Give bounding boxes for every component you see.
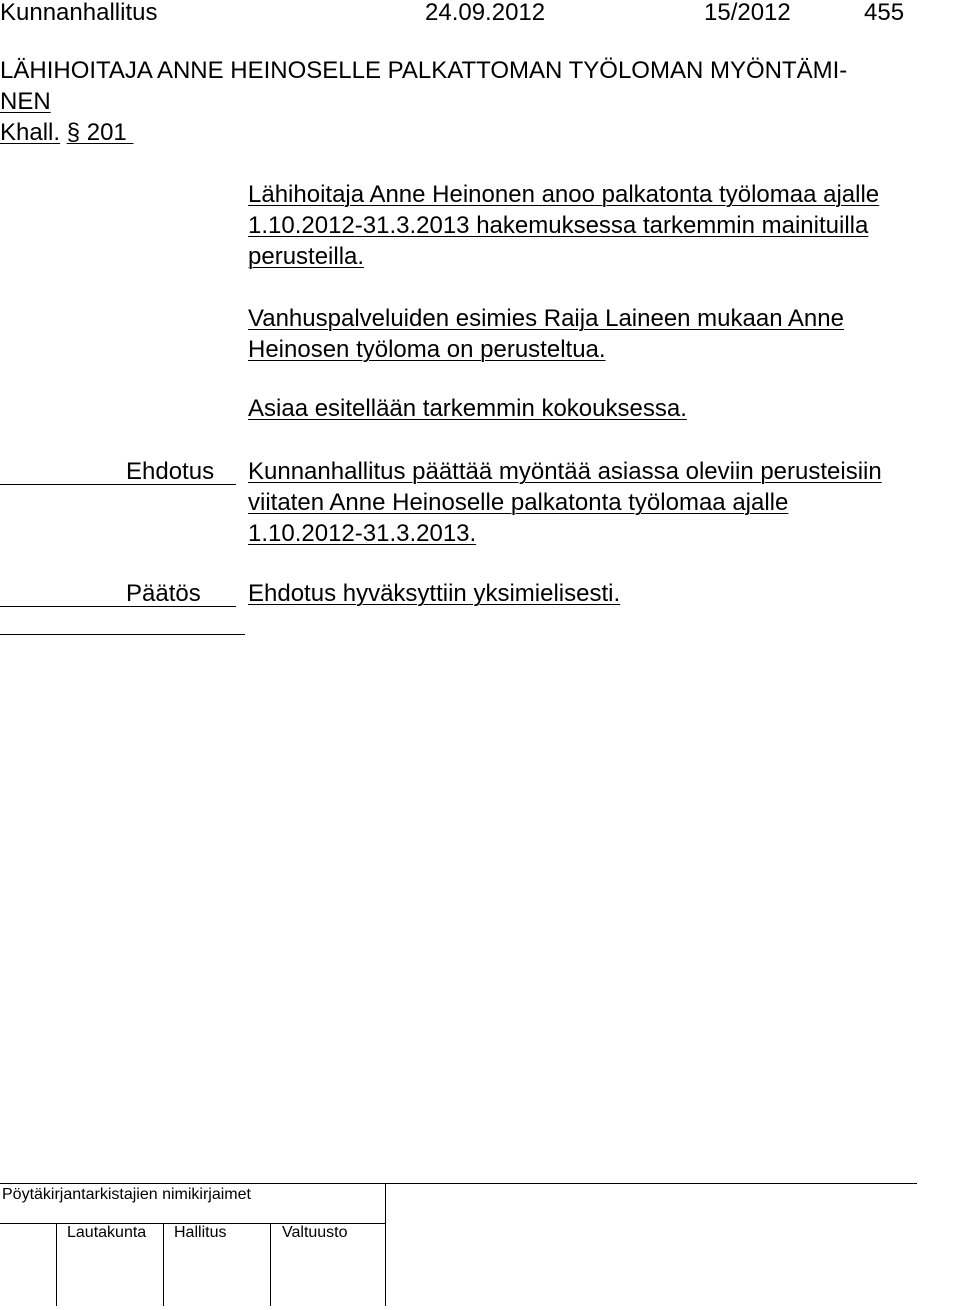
footer-column-divider-3 bbox=[270, 1223, 271, 1306]
footer-signatures-label: Pöytäkirjantarkistajien nimikirjaimet bbox=[2, 1186, 251, 1203]
para1-line-3: perusteilla. bbox=[248, 243, 365, 270]
decision-end-rule bbox=[0, 634, 245, 635]
para1-line-2: 1.10.2012-31.3.2013 hakemuksessa tarkemmin mainituilla bbox=[248, 212, 869, 239]
item-reference-prefix: Khall. bbox=[0, 119, 61, 146]
item-reference bbox=[0, 118, 133, 148]
footer-signature-divider bbox=[385, 1183, 386, 1223]
footer-column-divider-2 bbox=[163, 1223, 164, 1306]
decision-text: Ehdotus hyväksyttiin yksimielisesti. bbox=[248, 580, 621, 607]
footer-column-divider-4 bbox=[385, 1223, 386, 1306]
header-date: 24.09.2012 bbox=[425, 0, 546, 26]
proposal-label-rule bbox=[0, 484, 236, 485]
header-page-number: 455 bbox=[864, 0, 905, 26]
item-title-line-2: NEN bbox=[0, 88, 51, 115]
para2-line-2: Heinosen työloma on perusteltua. bbox=[248, 336, 606, 363]
footer-top-rule bbox=[0, 1183, 917, 1184]
header-meeting-number: 15/2012 bbox=[704, 0, 791, 26]
para3: Asiaa esitellään tarkemmin kokouksessa. bbox=[248, 395, 687, 422]
proposal-label: Ehdotus bbox=[126, 458, 215, 485]
para2-line-1: Vanhuspalveluiden esimies Raija Laineen mukaan Anne bbox=[248, 305, 844, 332]
decision-label-rule bbox=[0, 606, 236, 607]
decision-label: Päätös bbox=[126, 580, 201, 607]
footer-column-hallitus: Hallitus bbox=[174, 1224, 227, 1241]
proposal-line-3: 1.10.2012-31.3.2013. bbox=[248, 520, 477, 547]
header-body-name: Kunnanhallitus bbox=[0, 0, 158, 26]
item-reference-section: § 201 bbox=[66, 119, 127, 146]
footer-column-valtuusto: Valtuusto bbox=[282, 1224, 348, 1241]
footer-column-lautakunta: Lautakunta bbox=[67, 1224, 147, 1241]
para1-line-1: Lähihoitaja Anne Heinonen anoo palkatonta työlomaa ajalle bbox=[248, 181, 880, 208]
footer-column-divider-1 bbox=[56, 1223, 57, 1306]
item-title-line-1: LÄHIHOITAJA ANNE HEINOSELLE PALKATTOMAN TYÖLOMAN MYÖNTÄMI- bbox=[0, 57, 848, 84]
proposal-line-2: viitaten Anne Heinoselle palkatonta työlomaa ajalle bbox=[248, 489, 789, 516]
proposal-line-1: Kunnanhallitus päättää myöntää asiassa oleviin perusteisiin bbox=[248, 458, 882, 485]
